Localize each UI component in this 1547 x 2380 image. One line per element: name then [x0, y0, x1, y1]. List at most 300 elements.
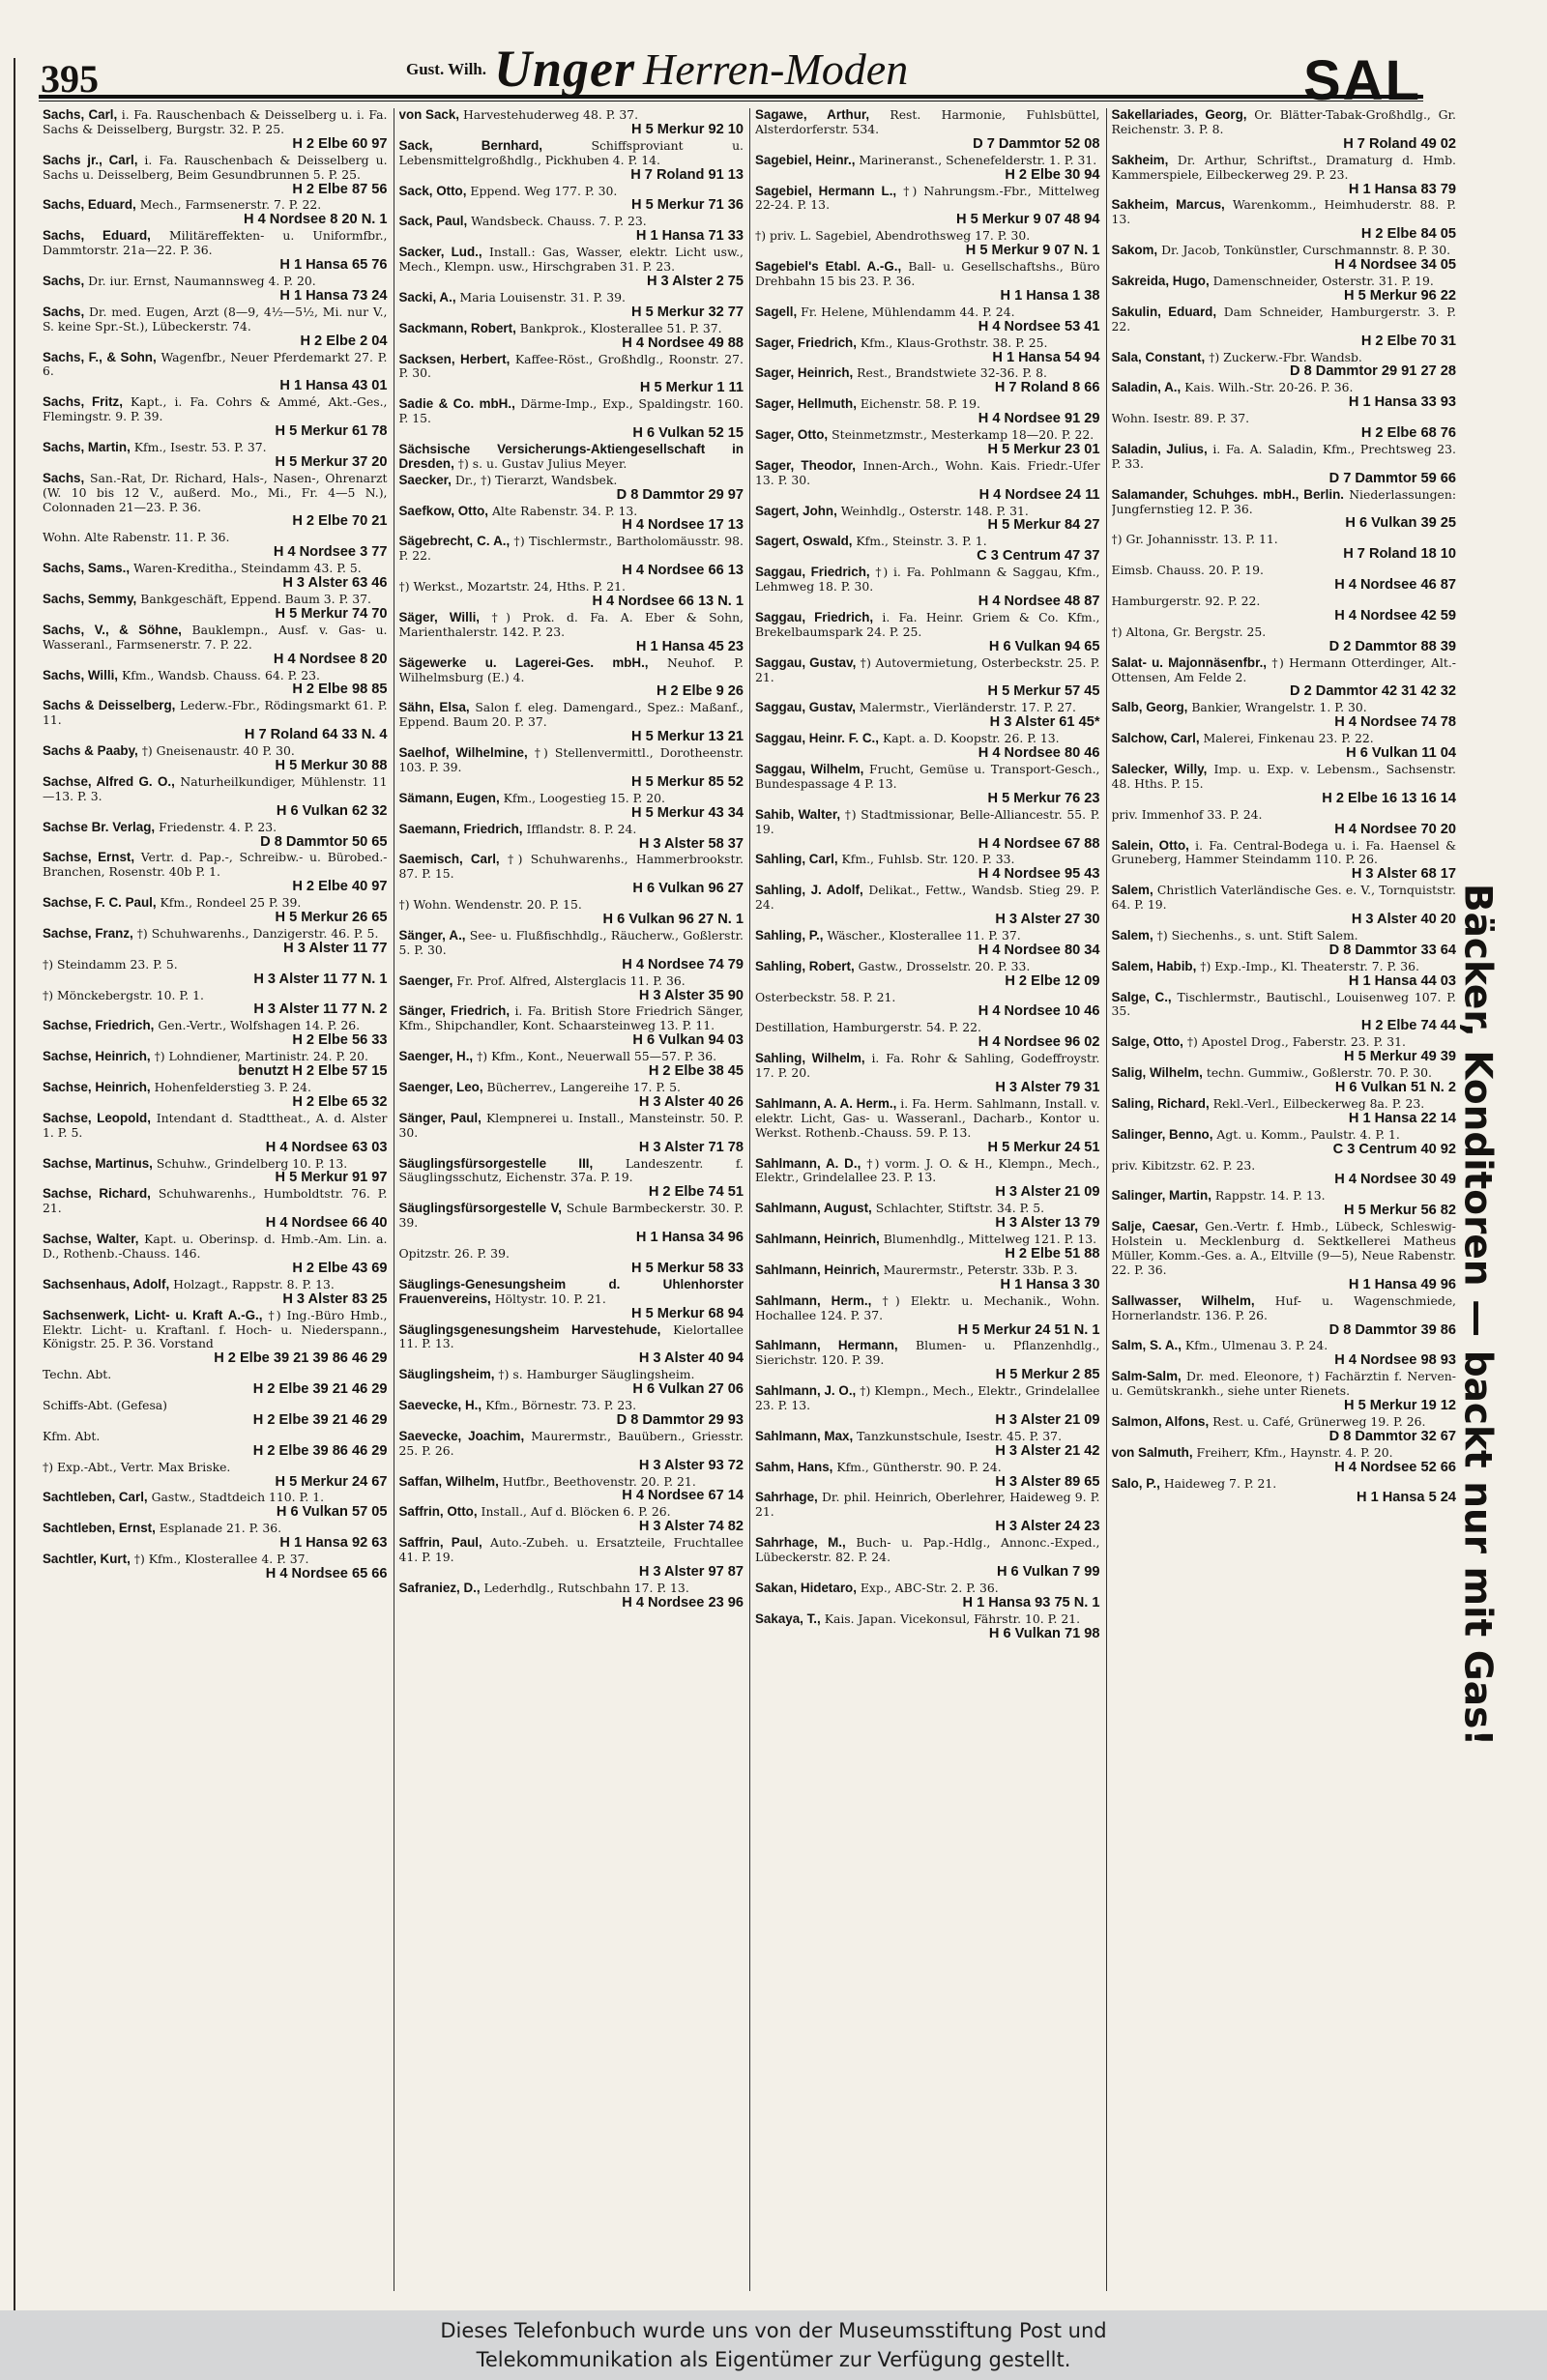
entry-details: †) s. Hamburger Säuglingsheim.: [498, 1367, 695, 1382]
entry-name: Sahib, Walter,: [755, 806, 841, 822]
entry-name: Sahlmann, Max,: [755, 1428, 854, 1443]
listing-entry: [1112, 1097, 1457, 1126]
entry-name: Sagell,: [755, 304, 798, 319]
entry-details: †) Exp.-Imp., Kl. Theaterstr. 7. P. 36.: [1200, 958, 1419, 973]
entry-phone: H 5 Merkur 96 22: [1343, 287, 1456, 304]
entry-phone: H 5 Merkur 68 94: [630, 1305, 744, 1321]
entry-name: Sagebiel, Hermann L.,: [755, 183, 897, 198]
entry-details: †) Lohndiener, Martinistr. 24. P. 20.: [154, 1049, 368, 1064]
listing-entry: [1112, 564, 1457, 593]
entry-phone: H 5 Merkur 23 01: [987, 441, 1100, 457]
entry-phone: H 5 Merkur 30 88: [275, 757, 388, 773]
entry-name: Salamander, Schuhges. mbH., Berlin.: [1111, 486, 1344, 502]
entry-details: i. Fa. Rohr & Sahling, Godeffroystr. 17. P. 20.: [755, 1051, 1100, 1081]
entry-details: Schiffsproviant u. Lebensmittelgroßhdlg., Pickhuben 4. P. 14.: [398, 137, 744, 167]
listing-entry: [43, 821, 388, 850]
entry-name: Sagebiel's Etabl. A.-G.,: [755, 259, 902, 275]
entry-phone: H 2 Elbe 16 13 16 14: [1322, 790, 1456, 806]
entry-phone: H 3 Alster 2 75: [646, 273, 744, 289]
entry-name: Sack, Bernhard,: [398, 137, 542, 153]
entry-phone: H 6 Vulkan 96 27 N. 1: [602, 912, 744, 928]
entry-phone: H 3 Alster 40 94: [638, 1350, 744, 1367]
listing-entry: [755, 1491, 1100, 1534]
entry-details: Steinmetzmstr., Mesterkamp 18—20. P. 22.: [832, 427, 1095, 443]
entry-phone: H 2 Elbe 74 51: [648, 1184, 744, 1201]
entry-details: Delikat., Fettw., Wandsb. Stieg 29. P. 24.: [755, 883, 1100, 913]
entry-phone: H 4 Nordsee 95 43: [978, 866, 1100, 883]
entry-name: Sänger, Friedrich,: [398, 1003, 511, 1019]
entry-phone: H 3 Alster 11 77 N. 1: [253, 971, 388, 987]
entry-details: San.-Rat, Dr. Richard, Hals-, Nasen-, Ohrenarzt (W. 10 bis 12 V., außerd. Mo., Mi., Fr. 4—5 N.), Colonnaden 21—23. P. 36.: [43, 470, 388, 514]
listing-entry: [1112, 991, 1457, 1034]
listing-entry: [755, 960, 1100, 989]
listing-entry: [399, 1050, 744, 1079]
entry-phone: H 2 Elbe 65 32: [292, 1093, 388, 1110]
entry-phone: H 5 Merkur 91 97: [275, 1170, 388, 1186]
entry-details: †) Zuckerw.-Fbr. Wandsb.: [1209, 349, 1362, 364]
entry-phone: H 2 Elbe 87 56: [292, 181, 388, 197]
entry-phone: H 6 Vulkan 39 25: [1345, 515, 1456, 532]
listing-column-1: [43, 108, 394, 2291]
entry-name: Sager, Theodor,: [755, 457, 856, 473]
entry-phone: H 5 Merkur 92 10: [630, 121, 744, 137]
entry-name: Salem,: [1111, 883, 1153, 898]
entry-details: Wagenfbr., Neuer Pferdemarkt 27. P. 6.: [43, 349, 388, 379]
entry-details: Weinhdlg., Osterstr. 148. P. 31.: [840, 503, 1029, 518]
listing-entry: [43, 927, 388, 956]
entry-details: †) Mönckebergstr. 10. P. 1.: [43, 987, 204, 1002]
entry-phone: H 3 Alster 68 17: [1351, 866, 1456, 883]
listing-entry: [1112, 108, 1457, 152]
entry-phone: H 3 Alster 24 23: [995, 1519, 1100, 1535]
listing-entry: [1112, 1446, 1457, 1475]
entry-phone: H 1 Hansa 93 75 N. 1: [962, 1594, 1100, 1611]
entry-name: Sakellariades, Georg,: [1111, 108, 1247, 122]
listing-entry: [399, 929, 744, 972]
listing-entry: [399, 291, 744, 320]
listing-entry: [399, 215, 744, 244]
entry-phone: H 2 Elbe 39 21 39 86 46 29: [214, 1350, 388, 1367]
listing-entry: [1112, 1415, 1457, 1444]
listing-entry: [755, 808, 1100, 852]
entry-phone: H 4 Nordsee 96 02: [978, 1034, 1100, 1051]
entry-name: Sakom,: [1111, 243, 1158, 258]
listing-entry: [755, 1582, 1100, 1611]
listing-entry: [1112, 244, 1457, 273]
entry-phone: H 5 Merkur 58 33: [630, 1260, 744, 1276]
entry-phone: H 1 Hansa 33 93: [1348, 394, 1456, 411]
listing-entry: [43, 1399, 388, 1428]
listing-entry: [755, 1430, 1100, 1459]
entry-phone: H 4 Nordsee 80 46: [978, 745, 1100, 762]
listing-entry: [399, 322, 744, 351]
entry-details: techn. Gummiw., Goßlerstr. 70. P. 30.: [1206, 1065, 1432, 1081]
entry-details: †) Elektr. u. Mechanik., Wohn. Hochallee 124. P. 37.: [755, 1292, 1100, 1322]
entry-name: Sämann, Eugen,: [398, 790, 500, 805]
listing-entry: [399, 701, 744, 744]
listing-entry: [399, 1004, 744, 1048]
entry-details: Huf- u. Wagenschmiede, Hornerlandstr. 136. P. 26.: [1111, 1292, 1456, 1322]
entry-details: †) Wohn. Wendenstr. 20. P. 15.: [398, 897, 582, 913]
entry-details: Warenkomm., Heimhuderstr. 88. P. 13.: [1111, 197, 1456, 227]
entry-phone: D 7 Dammtor 59 66: [1328, 470, 1456, 486]
entry-phone: H 3 Alster 74 82: [638, 1519, 744, 1535]
entry-phone: H 3 Alster 83 25: [282, 1291, 388, 1307]
entry-name: Sahrhage,: [755, 1490, 818, 1505]
listing-entry: [399, 1536, 744, 1580]
entry-details: Dr. med. Eugen, Arzt (8—9, 4½—5½, Mi. nur V., S. keine Spr.-St.), Lübeckerstr. 74.: [43, 304, 388, 334]
entry-phone: H 6 Vulkan 11 04: [1346, 745, 1456, 762]
entry-phone: H 3 Alster 21 42: [995, 1442, 1100, 1459]
entry-name: Safraniez, D.,: [398, 1580, 481, 1595]
listing-entry: [43, 1278, 388, 1307]
entry-details: Esplanade 21. P. 36.: [159, 1521, 282, 1536]
entry-details: Ball- u. Gesellschaftshs., Büro Drehbahn 15 bis 23. P. 36.: [755, 259, 1100, 288]
entry-name: Saemisch, Carl,: [398, 852, 500, 867]
listing-entry: [43, 562, 388, 591]
listing-entry: [43, 351, 388, 394]
entry-details: †) Steindamm 23. P. 5.: [43, 956, 178, 972]
listing-entry: [755, 1097, 1100, 1155]
entry-name: Sahlmann, Hermann,: [755, 1338, 898, 1353]
entry-details: †) Hermann Otterdinger, Alt.-Ottensen, Am Felde 2.: [1111, 654, 1456, 684]
entry-name: Saenger, Leo,: [398, 1080, 483, 1094]
entry-name: Sachse, Martinus,: [43, 1155, 153, 1171]
entry-phone: H 3 Alster 40 20: [1351, 912, 1456, 928]
entry-name: Sacksen, Herbert,: [398, 351, 511, 366]
listing-entry: [755, 535, 1100, 564]
entry-phone: H 4 Nordsee 46 87: [1334, 577, 1456, 594]
entry-name: Sachs & Deisselberg,: [43, 698, 176, 713]
entry-phone: D 8 Dammtor 50 65: [260, 833, 388, 850]
entry-details: Fr. Helene, Mühlendamm 44. P. 24.: [801, 304, 1015, 319]
entry-name: Sachse, Franz,: [43, 925, 133, 941]
entry-name: Sachtleben, Ernst,: [43, 1521, 156, 1536]
entry-name: Salinger, Benno,: [1111, 1126, 1213, 1142]
entry-phone: H 2 Elbe 30 94: [1005, 166, 1100, 183]
entry-phone: H 1 Hansa 43 01: [279, 378, 388, 394]
entry-details: Rest., Brandstwiete 32-36. P. 8.: [857, 365, 1047, 381]
entry-name: Sägebrecht, C. A.,: [398, 534, 511, 549]
entry-name: Sachs,: [43, 470, 85, 485]
entry-name: Saemann, Friedrich,: [398, 821, 523, 836]
entry-details: Destillation, Hamburgerstr. 54. P. 22.: [755, 1020, 981, 1035]
entry-phone: C 3 Centrum 47 37: [977, 548, 1100, 565]
entry-name: Sägewerke u. Lagerei-Ges. mbH.,: [398, 654, 649, 670]
entry-phone: H 4 Nordsee 66 13 N. 1: [592, 594, 744, 609]
listing-entry: [1112, 808, 1457, 837]
entry-phone: H 4 Nordsee 98 93: [1334, 1352, 1456, 1369]
entry-details: i. Fa. Rauschenbach & Deisselberg u. Sachs u. Deisselberg, Beim Gesundbrunnen 5. P. 25.: [43, 152, 388, 182]
entry-phone: H 3 Alster 79 31: [995, 1080, 1100, 1095]
listing-entry: [399, 746, 744, 790]
entry-name: Sahling, Wilhelm,: [755, 1051, 865, 1066]
listing-entry: [399, 792, 744, 821]
listing-entry: [399, 443, 744, 472]
entry-details: Kapt., i. Fa. Cohrs & Ammé, Akt.-Ges., Flemingstr. 9. P. 39.: [43, 394, 388, 424]
entry-details: Rest. u. Café, Grünerweg 19. P. 26.: [1212, 1413, 1426, 1429]
entry-details: i. Fa. Rauschenbach & Deisselberg u. i. Fa. Sachs & Deisselberg, Burgstr. 32. P. 25.: [43, 108, 388, 136]
listing-entry: [43, 1019, 388, 1048]
entry-details: Dr., †) Tierarzt, Wandsbek.: [454, 472, 618, 487]
entry-phone: H 5 Merkur 26 65: [275, 910, 388, 926]
listing-entry: [755, 1536, 1100, 1580]
entry-details: Kfm., Fuhlsb. Str. 120. P. 33.: [841, 852, 1015, 867]
footer-banner: [0, 2310, 1547, 2380]
side-advertisement: [1446, 715, 1508, 1914]
entry-details: priv. Kibitzstr. 62. P. 23.: [1111, 1157, 1256, 1173]
entry-name: Sakaya, T.,: [755, 1611, 821, 1626]
entry-details: †) Kfm., Kont., Neuerwall 55—57. P. 36.: [477, 1049, 717, 1064]
listing-entry: [43, 699, 388, 742]
listing-entry: [755, 397, 1100, 426]
entry-name: Salge, Otto,: [1111, 1034, 1183, 1050]
entry-details: Maurermstr., Bauübern., Griesstr. 25. P. 26.: [398, 1428, 744, 1458]
entry-name: Salm-Salm,: [1111, 1369, 1182, 1384]
entry-name: Sakreida, Hugo,: [1111, 273, 1210, 288]
entry-details: †) Schuhwarenhs., Danzigerstr. 46. P. 5.: [136, 925, 379, 941]
entry-details: Hohenfelderstieg 3. P. 24.: [154, 1080, 311, 1094]
entry-details: Malermstr., Vierländerstr. 17. P. 27.: [859, 700, 1076, 715]
entry-name: Salchow, Carl,: [1111, 731, 1200, 746]
listing-entry: [755, 505, 1100, 534]
entry-details: i. Fa. Heinr. Griem & Co. Kfm., Brekelbaumspark 24. P. 25.: [755, 609, 1100, 639]
entry-details: Holzagt., Rappstr. 8. P. 13.: [173, 1276, 335, 1292]
entry-details: Kfm., Loogestieg 15. P. 20.: [503, 790, 665, 805]
listing-entry: [43, 1553, 388, 1582]
entry-details: Kapt. a. D. Koopstr. 26. P. 13.: [882, 731, 1060, 746]
entry-phone: H 4 Nordsee 74 79: [622, 956, 744, 972]
listing-entry: [755, 459, 1100, 503]
entry-name: Sahling, Robert,: [755, 958, 855, 973]
entry-details: †) Stellenvermittl., Dorotheenstr. 103. P. 39.: [398, 745, 744, 774]
entry-phone: H 1 Hansa 1 38: [1000, 287, 1100, 304]
entry-name: von Salmuth,: [1111, 1444, 1193, 1460]
entry-name: Sagert, John,: [755, 503, 837, 518]
entry-details: †) s. u. Gustav Julius Meyer.: [457, 455, 628, 471]
entry-details: Damenschneider, Osterstr. 31. P. 19.: [1212, 273, 1434, 288]
entry-phone: H 6 Vulkan 94 65: [988, 638, 1100, 654]
listing-entry: [755, 366, 1100, 395]
entry-phone: H 5 Merkur 24 51: [987, 1139, 1100, 1155]
entry-details: †) Exp.-Abt., Vertr. Max Briske.: [43, 1459, 231, 1474]
entry-name: Sachse, Friedrich,: [43, 1018, 155, 1033]
entry-phone: H 1 Hansa 44 03: [1348, 972, 1456, 989]
listing-entry: [43, 775, 388, 819]
entry-phone: H 2 Elbe 39 21 46 29: [252, 1411, 388, 1428]
entry-phone: H 6 Vulkan 51 N. 2: [1334, 1080, 1456, 1095]
entry-details: Kapt. u. Oberinsp. d. Hmb.-Am. Lin. a. D., Rothenb.-Chauss. 146.: [43, 1232, 388, 1261]
entry-phone: H 3 Alster 35 90: [638, 987, 744, 1003]
entry-name: Saggau, Gustav,: [755, 654, 857, 670]
entry-details: †) i. Fa. Pohlmann & Saggau, Kfm., Lehmweg 18. P. 30.: [755, 565, 1100, 595]
entry-details: Kfm., Wandsb. Chauss. 64. P. 23.: [121, 667, 320, 682]
entry-details: Malerei, Finkenau 23. P. 22.: [1203, 731, 1374, 746]
entry-name: Sachs, Martin,: [43, 439, 131, 454]
entry-phone: H 2 Elbe 39 21 46 29: [252, 1381, 388, 1398]
entry-phone: H 5 Merkur 9 07 N. 1: [965, 243, 1100, 259]
entry-name: Sachse Br. Verlag,: [43, 819, 156, 834]
entry-name: Sahlmann, August,: [755, 1201, 872, 1216]
listing-entry: [399, 1399, 744, 1428]
listing-entry: [399, 1323, 744, 1367]
entry-phone: H 5 Merkur 43 34: [630, 804, 744, 821]
header-advertisement: [406, 41, 1083, 97]
listing-entry: [1112, 533, 1457, 562]
entry-phone: H 5 Merkur 2 85: [995, 1367, 1100, 1383]
entry-phone: H 1 Hansa 22 14: [1348, 1110, 1456, 1126]
listing-entry: [43, 395, 388, 439]
entry-name: Sager, Hellmuth,: [755, 396, 857, 412]
entry-details: Salon f. eleg. Damengard., Spez.: Maßanf., Eppend. Baum 20. P. 37.: [398, 700, 744, 730]
entry-phone: D 8 Dammtor 29 93: [616, 1411, 744, 1428]
entry-phone: H 5 Merkur 32 77: [630, 304, 744, 320]
entry-details: Buch- u. Pap.-Hdlg., Annonc.-Exped., Lübeckerstr. 82. P. 24.: [755, 1535, 1100, 1565]
entry-details: †) Werkst., Mozartstr. 24, Hths. P. 21.: [398, 579, 626, 595]
entry-phone: H 2 Elbe 60 97: [292, 135, 388, 152]
listing-entry: [755, 1612, 1100, 1641]
listing-entry: [399, 611, 744, 654]
entry-phone: H 7 Roland 64 33 N. 4: [244, 727, 388, 743]
entry-details: Dr. phil. Heinrich, Oberlehrer, Haideweg 9. P. 21.: [755, 1490, 1100, 1520]
entry-details: Dr. med. Eleonore, †) Fachärztin f. Nerven- u. Gemütskrankh., siehe unter Rienets.: [1111, 1369, 1456, 1399]
entry-phone: H 3 Alster 97 87: [638, 1564, 744, 1580]
entry-phone: H 4 Nordsee 42 59: [1334, 607, 1456, 624]
entry-phone: H 7 Roland 91 13: [630, 166, 744, 183]
entry-details: Kfm., Ulmenau 3. P. 24.: [1184, 1338, 1328, 1353]
entry-name: Saffan, Wilhelm,: [398, 1473, 499, 1489]
entry-details: i. Fa. Herm. Sahlmann, Install. v. elektr. Licht, Gas- u. Wasseranl., Dacharb., Kontor u. Werkst. Rothenb.-Chauss. 59. P. 13.: [755, 1095, 1100, 1140]
entry-details: Frucht, Gemüse u. Transport-Gesch., Bundespassage 4 P. 13.: [755, 761, 1100, 791]
entry-details: Kais. Wilh.-Str. 20-26. P. 36.: [1184, 380, 1354, 395]
entry-phone: H 5 Merkur 71 36: [630, 197, 744, 214]
page-header: [0, 23, 1547, 112]
listing-entry: [399, 1247, 744, 1276]
entry-name: Sänger, A.,: [398, 927, 466, 943]
entry-details: †) Siechenhs., s. unt. Stift Salem.: [1156, 927, 1358, 943]
listing-columns: [43, 108, 1462, 2291]
listing-entry: [755, 656, 1100, 700]
entry-name: Saenger, H.,: [398, 1049, 474, 1064]
entry-details: Install., Auf d. Blöcken 6. P. 26.: [481, 1504, 671, 1520]
listing-entry: [43, 958, 388, 987]
entry-name: Saggau, Wilhelm,: [755, 761, 864, 776]
entry-details: Harvestehuderweg 48. P. 37.: [462, 108, 639, 122]
entry-phone: H 2 Elbe 43 69: [292, 1260, 388, 1276]
listing-entry: [1112, 1339, 1457, 1368]
listing-entry: [1112, 625, 1457, 654]
entry-phone: H 7 Roland 49 02: [1343, 135, 1456, 152]
entry-details: Intendant d. Stadttheat., A. d. Alster 1. P. 5.: [43, 1110, 388, 1140]
entry-name: Sacki, A.,: [398, 289, 456, 305]
listing-entry: [399, 1081, 744, 1110]
entry-phone: H 4 Nordsee 70 20: [1334, 821, 1456, 837]
listing-entry: [43, 851, 388, 894]
listing-entry: [755, 1461, 1100, 1490]
entry-name: Salein, Otto,: [1111, 837, 1189, 853]
entry-details: Opitzstr. 26. P. 39.: [398, 1245, 510, 1261]
entry-details: Maria Louisenstr. 31. P. 39.: [459, 289, 626, 305]
entry-name: Sachtleben, Carl,: [43, 1490, 148, 1505]
entry-phone: H 5 Merkur 85 52: [630, 773, 744, 790]
entry-name: Saecker,: [398, 472, 452, 487]
entry-details: Gastw., Drosselstr. 20. P. 33.: [858, 958, 1031, 973]
listing-entry: [43, 1081, 388, 1110]
entry-details: Auto.-Zubeh. u. Ersatzteile, Fruchtallee 41. P. 19.: [398, 1535, 744, 1565]
entry-phone: benutzt H 2 Elbe 57 15: [238, 1063, 388, 1080]
entry-details: †) Klempn., Mech., Elektr., Grindelallee 23. P. 13.: [755, 1383, 1100, 1413]
entry-name: Sahlmann, A. D.,: [755, 1155, 861, 1171]
entry-details: Waren-Kreditha., Steindamm 43. P. 5.: [133, 561, 362, 576]
listing-entry: [43, 989, 388, 1018]
entry-phone: H 5 Merkur 57 45: [987, 683, 1100, 700]
listing-column-3: [755, 108, 1107, 2291]
entry-phone: H 6 Vulkan 7 99: [996, 1564, 1100, 1580]
listing-entry: [755, 991, 1100, 1020]
entry-details: Haideweg 7. P. 21.: [1163, 1475, 1277, 1491]
entry-phone: D 8 Dammtor 29 91 27 28: [1290, 363, 1456, 380]
listing-entry: [43, 198, 388, 227]
entry-phone: H 4 Nordsee 8 20: [273, 651, 388, 667]
listing-entry: [43, 154, 388, 197]
entry-name: Säuglings-Genesungsheim d. Uhlenhorster Frauenvereins,: [398, 1276, 744, 1306]
entry-details: Blumen- u. Pflanzenhdlg., Sierichstr. 120. P. 39.: [755, 1338, 1100, 1368]
listing-entry: [1112, 1189, 1457, 1218]
entry-details: Kfm., Börnestr. 73. P. 23.: [485, 1398, 637, 1413]
entry-details: Wohn. Isestr. 89. P. 37.: [1111, 411, 1250, 426]
entry-phone: H 7 Roland 18 10: [1343, 546, 1456, 563]
entry-phone: H 1 Hansa 65 76: [279, 257, 388, 274]
listing-entry: [1112, 1294, 1457, 1338]
entry-name: Säuglingsheim,: [398, 1367, 495, 1382]
entry-details: Eimsb. Chauss. 20. P. 19.: [1111, 563, 1264, 578]
listing-entry: [755, 1294, 1100, 1338]
entry-phone: D 2 Dammtor 42 31 42 32: [1290, 683, 1456, 700]
entry-phone: H 7 Roland 8 66: [994, 380, 1100, 396]
entry-phone: H 4 Nordsee 17 13: [622, 517, 744, 534]
brand-prefix: Gust. Wilh.: [406, 59, 486, 78]
entry-name: Sachse, F. C. Paul,: [43, 895, 157, 911]
listing-entry: [43, 896, 388, 925]
entry-details: †) vorm. J. O. & H., Klempn., Mech., Elektr., Grindelallee 23. P. 13.: [755, 1155, 1100, 1185]
entry-phone: H 6 Vulkan 57 05: [276, 1504, 388, 1521]
entry-name: Salinger, Martin,: [1111, 1188, 1211, 1204]
listing-entry: [399, 353, 744, 396]
entry-phone: D 7 Dammtor 52 08: [973, 135, 1100, 152]
entry-name: Sacker, Lud.,: [398, 245, 482, 260]
entry-phone: H 2 Elbe 84 05: [1360, 226, 1456, 243]
entry-name: Sahlmann, Herm.,: [755, 1292, 872, 1308]
entry-name: Sala, Constant,: [1111, 349, 1206, 364]
entry-phone: H 5 Merkur 56 82: [1343, 1203, 1456, 1219]
entry-details: Militäreffekten- u. Uniformfbr., Dammtorstr. 21a—22. P. 36.: [43, 228, 388, 258]
listing-entry: [1112, 412, 1457, 441]
listing-entry: [43, 1157, 388, 1186]
entry-details: Exp., ABC-Str. 2. P. 36.: [860, 1580, 999, 1595]
listing-entry: [1112, 305, 1457, 349]
footer-line-1: Dieses Telefonbuch wurde uns von der Museumsstiftung Post und: [440, 2319, 1107, 2342]
listing-entry: [755, 1263, 1100, 1292]
entry-phone: H 5 Merkur 84 27: [987, 517, 1100, 534]
entry-name: Salem,: [1111, 927, 1153, 943]
entry-name: Sänger, Paul,: [398, 1110, 482, 1125]
entry-phone: H 4 Nordsee 63 03: [265, 1139, 388, 1155]
entry-details: i. Fa. A. Saladin, Kfm., Prechtsweg 23. P. 33.: [1111, 441, 1456, 471]
entry-phone: H 2 Elbe 2 04: [300, 333, 388, 349]
entry-name: Saladin, A.,: [1111, 380, 1182, 395]
entry-name: Sakheim,: [1111, 152, 1169, 167]
listing-entry: [1112, 839, 1457, 883]
